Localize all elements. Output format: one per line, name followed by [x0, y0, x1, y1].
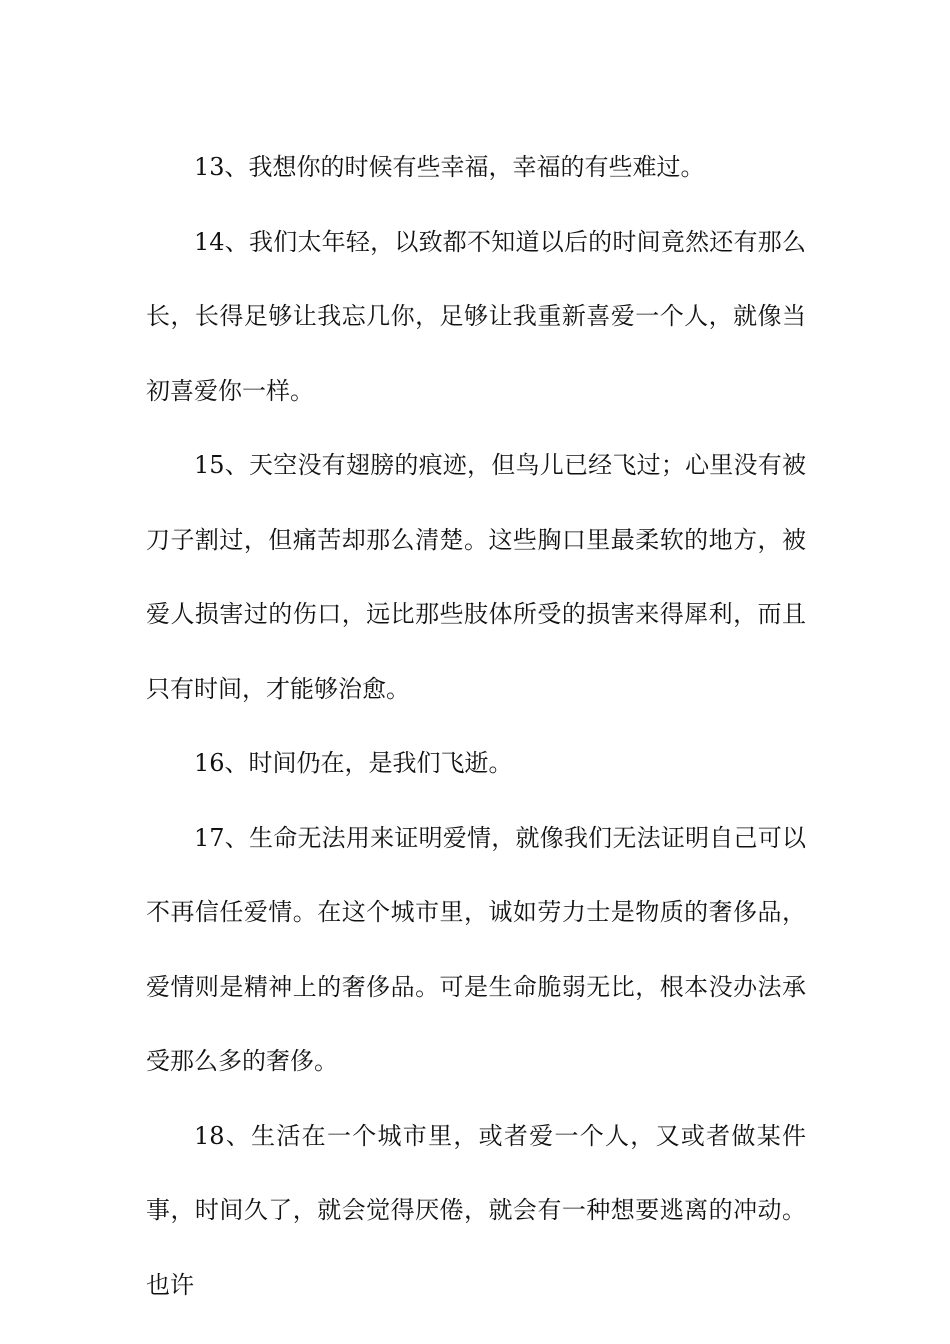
paragraph-14: 14、我们太年轻，以致都不知道以后的时间竟然还有那么长，长得足够让我忘几你，足够让我重新喜爱一个人，就像当初喜爱你一样。 — [146, 227, 806, 405]
paragraph-17: 17、生命无法用来证明爱情，就像我们无法证明自己可以不再信任爱情。在这个城市里，诚如劳力士是物质的奢侈品，爱情则是精神上的奢侈品。可是生命脆弱无比，根本没办法承受那么多的奢侈。 — [146, 823, 806, 1075]
paragraph-15: 15、天空没有翅膀的痕迹，但鸟儿已经飞过；心里没有被刀子割过，但痛苦却那么清楚。这些胸口里最柔软的地方，被爱人损害过的伤口，远比那些肢体所受的损害来得犀利，而且只有时间，才能够治愈。 — [146, 451, 806, 703]
paragraph-18: 18、生活在一个城市里，或者爱一个人，又或者做某件事，时间久了，就会觉得厌倦，就会有一种想要逃离的冲动。也许 — [146, 1121, 806, 1299]
document-body — [146, 130, 806, 1322]
paragraph-13: 13、我想你的时候有些幸福，幸福的有些难过。 — [194, 153, 705, 181]
paragraph-16: 16、时间仍在，是我们飞逝。 — [194, 749, 513, 777]
